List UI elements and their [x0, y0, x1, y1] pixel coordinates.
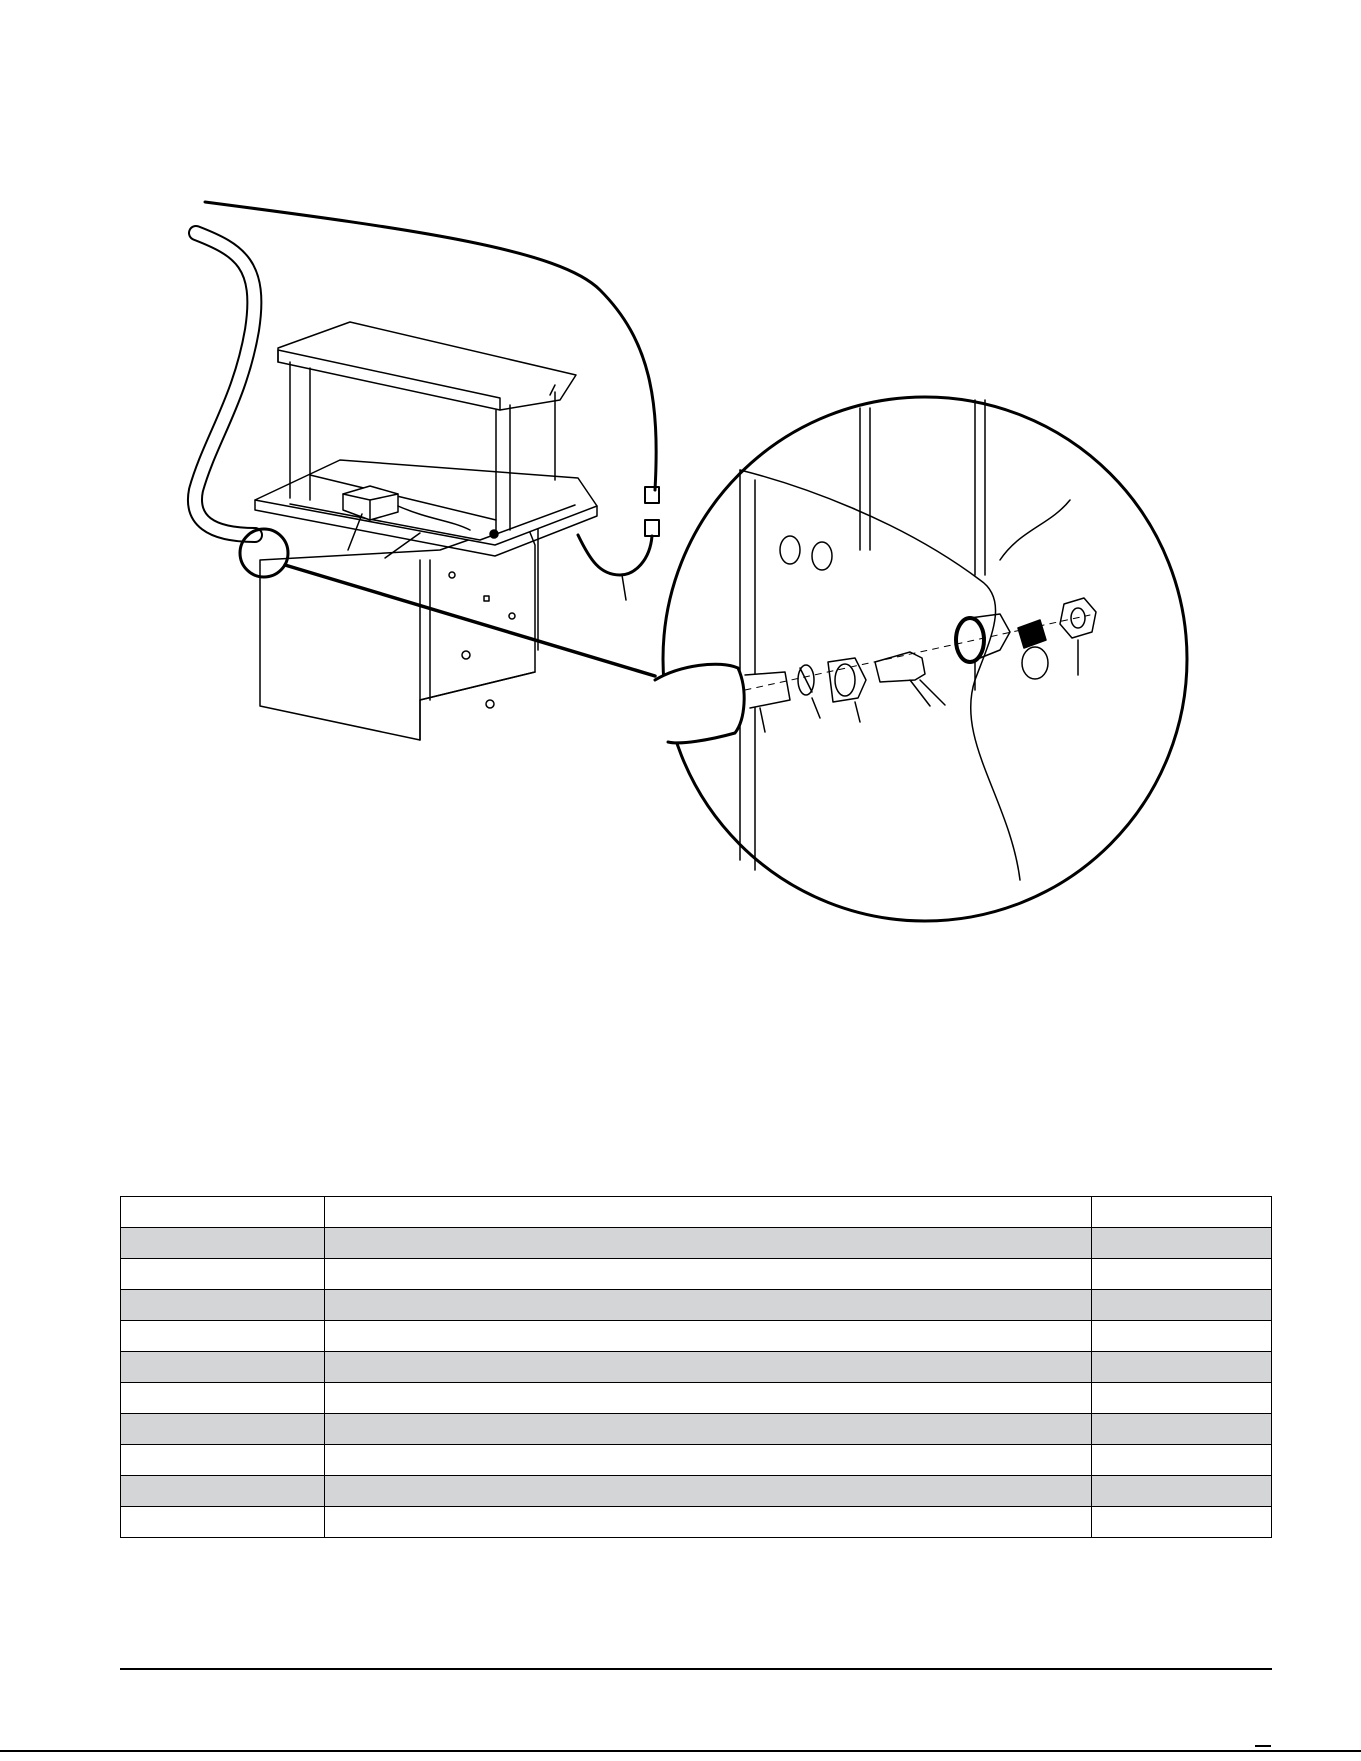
detail-magnified-view [655, 397, 1187, 921]
item-cell [121, 1259, 325, 1290]
header-cell-description [325, 1197, 1092, 1228]
footer-divider [120, 1668, 1272, 1670]
part-number-cell [1092, 1414, 1272, 1445]
item-cell [121, 1228, 325, 1259]
cord-connector-lower [645, 520, 659, 536]
part-number-cell [1092, 1445, 1272, 1476]
description-cell [325, 1352, 1092, 1383]
table-row [121, 1228, 1272, 1259]
parts-table-header-row [121, 1197, 1272, 1228]
table-row [121, 1321, 1272, 1352]
item-cell [121, 1321, 325, 1352]
header-cell-part-number [1092, 1197, 1272, 1228]
item-cell [121, 1414, 325, 1445]
part-number-cell [1092, 1290, 1272, 1321]
item-cell [121, 1290, 325, 1321]
machine-tray [255, 460, 597, 556]
description-cell [325, 1290, 1092, 1321]
description-cell [325, 1445, 1092, 1476]
part-number-cell [1092, 1228, 1272, 1259]
part-number-cell [1092, 1259, 1272, 1290]
table-row [121, 1445, 1272, 1476]
part-number-cell [1092, 1476, 1272, 1507]
page-corner-mark [1255, 1745, 1271, 1747]
table-row [121, 1383, 1272, 1414]
description-cell [325, 1414, 1092, 1445]
part-number-cell [1092, 1321, 1272, 1352]
cord-connector-upper [645, 487, 659, 503]
leader-line [622, 575, 626, 600]
description-cell [325, 1321, 1092, 1352]
item-cell [121, 1352, 325, 1383]
item-cell [121, 1476, 325, 1507]
cord-tail [578, 535, 652, 575]
description-cell [325, 1383, 1092, 1414]
description-cell [325, 1507, 1092, 1538]
table-row [121, 1290, 1272, 1321]
table-row [121, 1259, 1272, 1290]
item-cell [121, 1445, 325, 1476]
part-number-cell [1092, 1507, 1272, 1538]
table-row [121, 1414, 1272, 1445]
parts-list-table [120, 1196, 1272, 1538]
description-cell [325, 1259, 1092, 1290]
part-number-cell [1092, 1352, 1272, 1383]
description-cell [325, 1228, 1092, 1259]
header-cell-item [121, 1197, 325, 1228]
item-cell [121, 1507, 325, 1538]
item-cell [121, 1383, 325, 1414]
description-cell [325, 1476, 1092, 1507]
table-row [121, 1476, 1272, 1507]
table-row [121, 1352, 1272, 1383]
part-number-cell [1092, 1383, 1272, 1414]
page-bottom-rule [0, 1750, 1361, 1752]
table-row [121, 1507, 1272, 1538]
